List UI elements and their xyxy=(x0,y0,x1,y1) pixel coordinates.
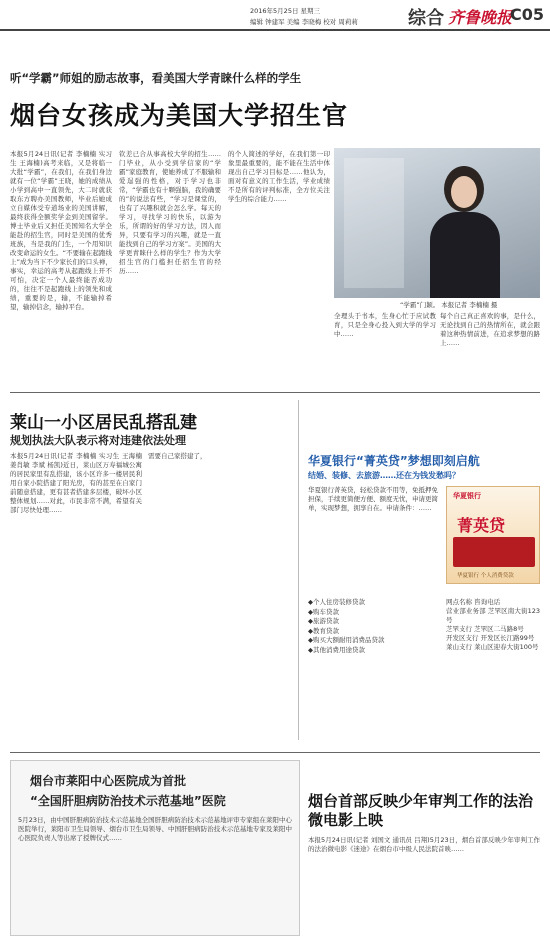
ad-card-title: 菁英贷 xyxy=(457,516,506,535)
article2-column-1: 本报5月24日讯(记者 李楠楠 实习生 王海楠 姜肖敏 李斌 杨凯)近日，莱山区万寿福城公寓的居民家里有乱搭建，该小区许多一楼居民利用自家小院搭建了阳光房，有的甚至在自家门前随意搭建，更有甚者搭建多层楼，破坏小区整体规划……对此，市民非常不满，希望有关部门尽快处理…… xyxy=(10,452,142,514)
section-divider-2 xyxy=(10,752,540,753)
editor-credits: 编辑 钟建军 美编 李晓梅 校对 周莉莉 xyxy=(250,18,358,26)
ad-item: ◆其他消费用途贷款 xyxy=(308,645,365,654)
lead-column-6: 每个自己真正喜欢的事，是什么，无论找到自己的热情所在，就会跟着这种热情前进，在追求梦想的路上…… xyxy=(440,312,540,347)
newspaper-logo: 齐鲁晚报 xyxy=(448,8,513,27)
lead-column-5: 全理头于书本，生身心忙于应试教育，只是全身心投入到大学的学习中…… xyxy=(334,312,436,338)
article2-headline: 莱山一小区居民乱搭乱建 xyxy=(10,413,197,433)
ad-card-sub: 华夏银行 个人消费贷款 xyxy=(457,573,514,579)
ad-item: ◆购车贷款 xyxy=(308,607,339,616)
section-divider xyxy=(10,392,540,393)
ad-item: ◆教育贷款 xyxy=(308,626,339,635)
ad-product-list xyxy=(308,598,438,655)
photo-caption: “学霸”门颖。 本报记者 李楠楠 摄 xyxy=(400,301,498,309)
article3-body: 5月23日，由中国肝胆病防治技术示范基地全国肝胆病防治技术示范基地评审专家组在莱阳中心医院举行，莱阳市卫生局领导、烟台市卫生局领导、中国肝胆病防治技术示范基地专家及莱阳中心医院负责人等出席了授牌仪式…… xyxy=(18,816,292,842)
ad-item: ◆购买大额耐用消费品贷款 xyxy=(308,636,385,644)
lead-column-2: 钦差已合从事高校大学的招生……门毕业，从小受到学信家的“学霸”家庭教育，使她养成了不服输和爱逞强的性格，对于学习也非常，“学霸也有十颗强脑，我的确要的”的说法有些，“学习是课堂的，也有了兴趣积就会怎么学。每天的学习，寻找学习的快乐，以游为乐，所谓的好的学习方法，因人而异，只要有学习的兴趣，就是一直能找到自己的学习方案”。美国的大学更青睐什么样的学生？作为大学招生官的门槛担任招生官的经历…… xyxy=(119,150,221,275)
ad-item: ◆个人住房装修贷款 xyxy=(308,598,365,606)
ad-item: ◆旅游贷款 xyxy=(308,617,339,625)
section-name: 综合 xyxy=(408,8,444,29)
ad-card-brand: 华夏银行 xyxy=(453,492,481,500)
issue-date: 2016年5月25日 星期三 xyxy=(250,7,321,15)
column-divider xyxy=(298,400,299,740)
lead-subtitle: 听“学霸”师姐的励志故事，看美国大学青睐什么样的学生 xyxy=(10,71,302,85)
photo-window xyxy=(344,158,404,288)
lead-headline: 烟台女孩成为美国大学招生官 xyxy=(10,101,349,130)
masthead-rule xyxy=(0,29,550,31)
ad-branch-list: 网点名称 咨询电话 营业部业务部 芝罘区南大街123号 芝罘支行 芝罘区二马路8号 开发区支行 开发区长江路99号 莱山支行 莱山区迎春大街100号 xyxy=(446,598,540,651)
ad-headline: 华夏银行“菁英贷”梦想即刻启航 xyxy=(308,454,480,468)
article4-body: 本报5月24日讯(记者 刘国文 通讯员 吕翔)5月23日，烟台首部反映少年审判工作的法治微电影《迷途》在烟台市中级人民法院首映…… xyxy=(308,836,540,853)
page-number: C05 xyxy=(510,5,545,24)
article3-headline: 烟台市莱阳中心医院成为首批 xyxy=(30,774,187,788)
ad-card-banner xyxy=(453,537,535,567)
article2-column-2: 需要自己家搭建了， xyxy=(148,452,207,460)
ad-card xyxy=(446,486,540,584)
photo-face xyxy=(451,176,477,208)
photo-body xyxy=(430,212,500,298)
article3-headline-2: “全国肝胆病防治技术示范基地”医院 xyxy=(30,794,226,808)
ad-intro: 华夏银行菁英贷，轻松贷款不用等，免抵押免担保，手续更简便方便、额度无忧，申请更简单，实现梦想，拥享自在。申请条件：…… xyxy=(308,486,438,512)
portrait-photo xyxy=(334,148,540,298)
article4-headline: 烟台首部反映少年审判工作的法治微电影上映 xyxy=(308,792,534,829)
ad-subtitle: 结婚、装修、去旅游……还在为钱发愁吗？ xyxy=(308,471,460,480)
article2-subtitle: 规划执法大队表示将对违建依法处理 xyxy=(10,434,186,447)
lead-column-3: 的个人简述的学好，在我们第一印象里最重要的，能不能在生活中体现出自己学习目标是……他认为，面对有意义的工作生活，学业成绩不是所有的评判标准，全方位关注学生的综合能力…… xyxy=(228,150,330,203)
lead-column-1: 本报5月24日讯(记者 李楠楠 实习生 王海楠)高考来临，又是将临一大批“学霸”，在我们，在我们身边就有一位“学霸”王晓，她的成绩从小学到高中一直领先，大二时就获取东方聘办美国教师，毕业后她成立自媒体受专道场业的美国讲解，最终获得全额奖学金到美国留学。博士毕业后又担任美国知名大学全能赴的招生官，同时是美国的优秀班族，当是我的门生，一个用知识改变命运的女生。“不要输在起跑线上”成为当下不少家长们的口头禅，事实，幸运的高考从起跑线上开不可怕，决定一个人最终能否成功的，往往不是起跑线上的领先和成绩，重要的是，输，不能输掉希望，输掉信念，输掉平台。 xyxy=(10,150,112,311)
